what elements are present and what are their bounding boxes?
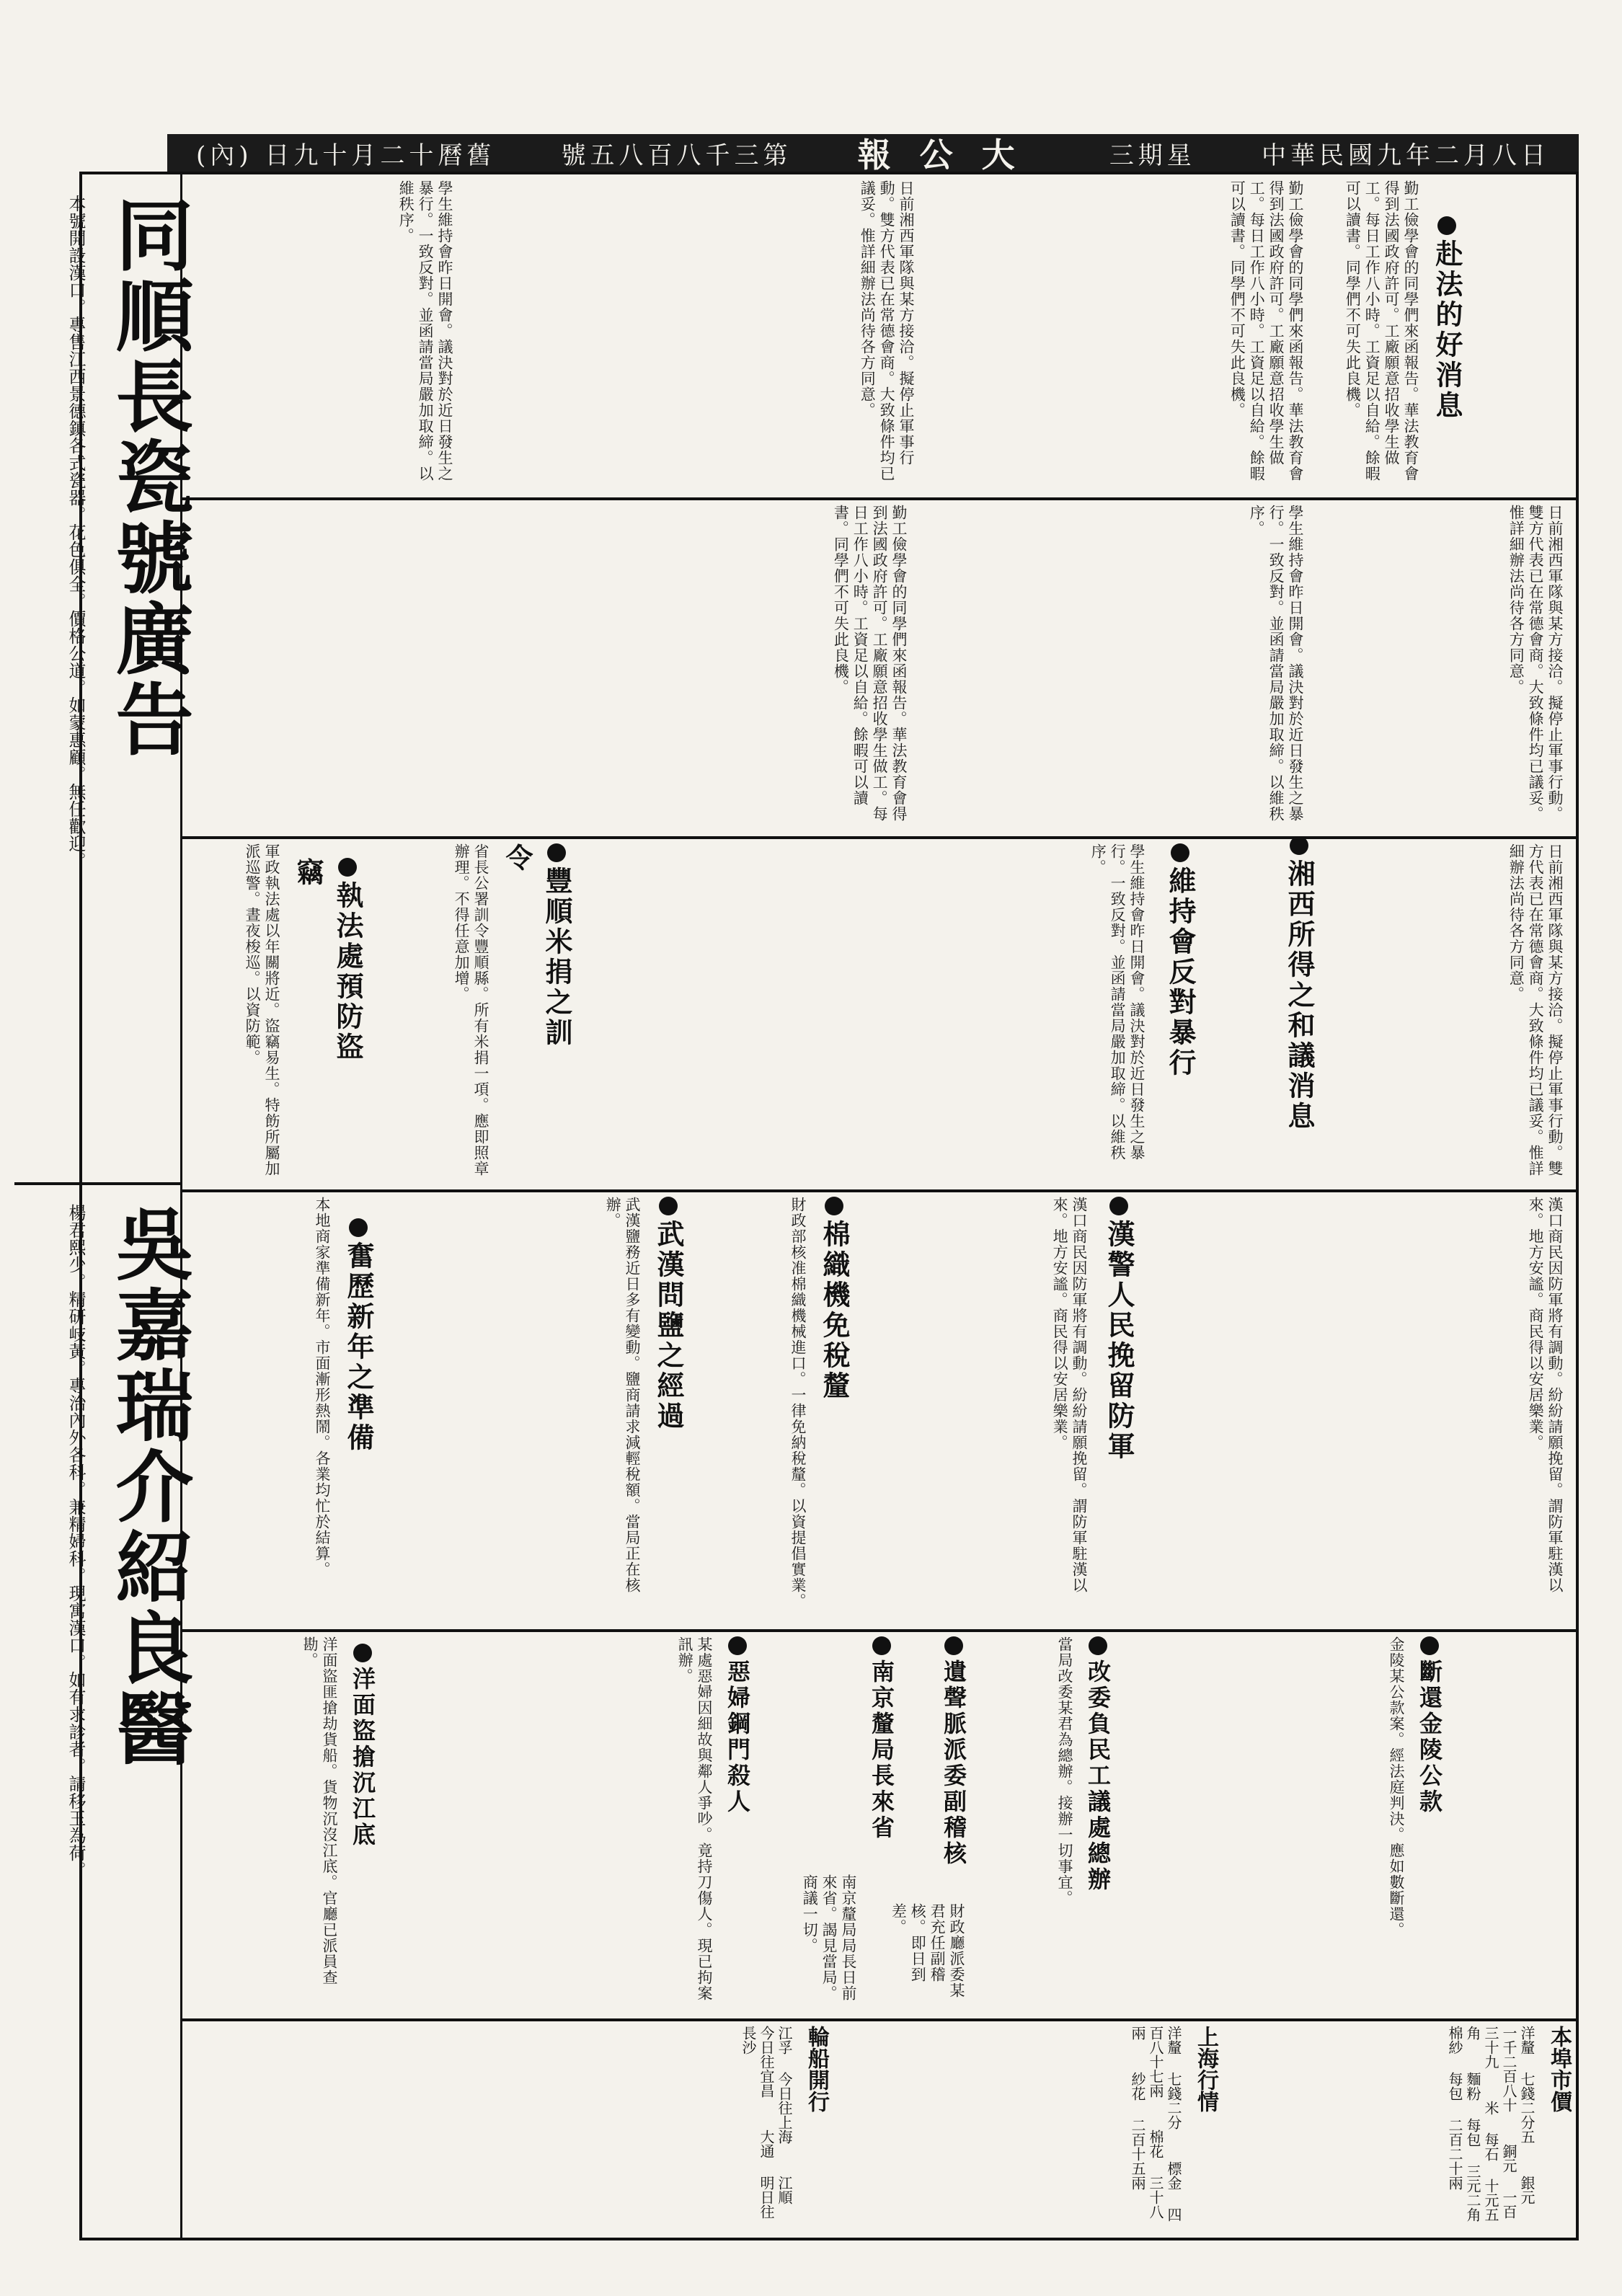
market-title-shipping: 輪船開行 xyxy=(804,2026,829,2112)
headline-a3: 維持會反對暴行 xyxy=(1161,843,1200,1146)
newspaper-header-band xyxy=(167,134,1579,172)
tier-divider xyxy=(180,1189,1579,1192)
bullet-icon xyxy=(1089,1636,1107,1655)
article-a8-body: 省長公署訓令豐順縣。所有米捐一項。應即照章辦理。不得任意加增。 xyxy=(453,843,489,1176)
headline-a10: 斷還金陵公款 xyxy=(1413,1636,1446,1853)
headline-a13: 南京釐局長來省 xyxy=(865,1636,898,1867)
article-a15-body: 洋面盜匪搶劫貨船。貨物沉沒江底。官廳已派員查勘。 xyxy=(301,1636,338,1985)
article-a4-body-cont: 漢口商民因防軍將有調動。紛紛請願挽留。謂防軍駐漢以來。地方安謐。商民得以安居樂業。 xyxy=(1051,1197,1088,1593)
market-title-shanghai: 上海行情 xyxy=(1193,2026,1218,2112)
article-a1-body-cont: 勤工儉學會的同學們來函報告。華法教育會得到法國政府許可。工廠願意招收學生做工。每日工作八小時。工資足以自給。餘暇可以讀書。同學們不可失此良機。 xyxy=(1228,180,1304,482)
headline-a12: 遺聲脈派委副稽核 xyxy=(937,1636,970,1896)
market-row: 米 每石 十元五角 xyxy=(1464,2026,1499,2222)
article-a10-body: 金陵某公款案。經法庭判決。應如數斷還。 xyxy=(1388,1636,1405,1938)
bullet-icon xyxy=(353,1644,372,1662)
article-tier2-body: 勤工儉學會的同學們來函報告。華法教育會得到法國政府許可。工廠願意招收學生做工。每日工作八小時。工資足以自給。餘暇可以讀書。同學們不可失此良機。 xyxy=(832,505,908,822)
headline-a4: 漢警人民挽留防軍 xyxy=(1099,1197,1139,1471)
market-title-local: 本埠市價 xyxy=(1546,2026,1572,2112)
market-row: 洋釐 七錢二分五 xyxy=(1518,2026,1535,2144)
market-row: 銀元 一千二百八十 xyxy=(1500,2026,1535,2204)
market-row: 大通 明日往長沙 xyxy=(740,2026,775,2219)
headline-a1: 赴法的好消息 xyxy=(1427,216,1467,490)
tier-divider xyxy=(180,2018,1579,2021)
header-date-left: (內) 日九十月二十曆舊 xyxy=(196,141,496,170)
ad-text-doctor: 楊君熙少。精研岐黃。專治內外各科。兼精婦科。現寓漢口。如有求診者。請移玉為荷。 xyxy=(66,1204,86,1879)
article-a9-body: 軍政執法處以年關將近。盜竊易生。特飭所屬加派巡警。晝夜梭巡。以資防範。 xyxy=(244,843,280,1176)
header-date-right: 中華民國九年二月八日 xyxy=(1261,141,1550,170)
article-a1-body-cont: 日前湘西軍隊與某方接洽。擬停止軍事行動。雙方代表已在常德會商。大致條件均已議妥。惟詳細辦法尚待各方同意。 xyxy=(859,180,915,482)
article-a6-body: 武漢鹽務近日多有變動。鹽商請求減輕稅額。當局正在核辦。 xyxy=(604,1197,641,1593)
market-row: 江孚 今日往上海 xyxy=(776,2026,793,2144)
bullet-icon xyxy=(825,1197,843,1215)
bullet-icon xyxy=(944,1636,963,1655)
header-weekday: 三期星 xyxy=(1109,141,1196,170)
market-table-shipping xyxy=(195,2026,793,2228)
article-a2-body-cont: 日前湘西軍隊與某方接洽。擬停止軍事行動。雙方代表已在常德會商。大致條件均已議妥。惟詳細辦法尚待各方同意。 xyxy=(1507,843,1564,1176)
market-row: 麵粉 每包 三元二角 xyxy=(1464,2072,1481,2222)
market-row: 江順 今日往宜昌 xyxy=(758,2026,793,2204)
article-a12-body: 財政廳派委某君充任副稽核。即日到差。 xyxy=(890,1903,965,1998)
bullet-icon xyxy=(1109,1197,1128,1215)
article-a14-body: 某處惡婦因細故與鄰人爭吵。竟持刀傷人。現已拘案訊辦。 xyxy=(676,1636,713,2001)
bullet-icon xyxy=(872,1636,891,1655)
market-row: 標金 四百八十七兩 xyxy=(1147,2026,1182,2222)
tier-divider xyxy=(180,497,1579,500)
article-a1-body: 勤工儉學會的同學們來函報告。華法教育會得到法國政府許可。工廠願意招收學生做工。每日工作八小時。工資足以自給。餘暇可以讀書。同學們不可失此良機。 xyxy=(1344,180,1419,482)
ad-text-tongshunchang: 本號開設漢口。專售江西景德鎮各式瓷器。花色俱全。價格公道。如蒙惠顧。無任歡迎。 xyxy=(66,195,86,869)
header-issue-number: 號五八百八千三第 xyxy=(561,141,792,170)
article-a13-body: 南京釐局局長日前來省。謁見當局。商議一切。 xyxy=(801,1874,857,2001)
bullet-icon xyxy=(1171,843,1189,862)
headline-a15: 洋面盜搶沉江底 xyxy=(346,1644,379,1889)
ad-divider xyxy=(14,1182,180,1185)
market-row: 洋釐 七錢二分 xyxy=(1165,2026,1182,2129)
article-a4-body: 漢口商民因防軍將有調動。紛紛請願挽留。謂防軍駐漢以來。地方安謐。商民得以安居樂業。 xyxy=(1527,1197,1564,1593)
market-table-local xyxy=(1226,2026,1535,2228)
article-a7-body: 本地商家準備新年。市面漸形熱鬧。各業均忙於結算。 xyxy=(314,1197,331,1577)
ad-title-tongshunchang: 同順長瓷號廣告 xyxy=(102,195,193,760)
tier-divider xyxy=(180,836,1579,839)
tier-divider xyxy=(180,1629,1579,1632)
headline-a2: 湘西所得之和議消息 xyxy=(1280,836,1319,1139)
market-row: 銅元 一百三十九 xyxy=(1482,2026,1517,2219)
headline-a5: 棉織機免稅釐 xyxy=(815,1197,854,1442)
bullet-icon xyxy=(659,1197,678,1215)
article-a3-body: 學生維持會昨日開會。議決對於近日發生之暴行。一致反對。並函請當局嚴加取締。以維秩序。 xyxy=(1089,843,1145,1161)
ad-title-doctor: 吳嘉瑞介紹良醫 xyxy=(102,1204,193,1769)
headline-a8: 豐順米捐之訓令 xyxy=(501,843,573,1048)
article-a11-body: 當局改委某君為總辦。接辦一切事宜。 xyxy=(1056,1636,1073,1906)
headline-a11: 改委負民工議處總辦 xyxy=(1081,1636,1114,1896)
article-tier2-body: 學生維持會昨日開會。議決對於近日發生之暴行。一致反對。並函請當局嚴加取締。以維秩序。 xyxy=(1248,505,1304,822)
market-row: 紗花 二百十五兩 xyxy=(1129,2072,1146,2190)
article-a5-body: 財政部核准棉織機械進口。一律免納稅釐。以資提倡實業。 xyxy=(789,1197,807,1609)
market-table-shanghai xyxy=(836,2026,1182,2228)
bullet-icon xyxy=(1437,216,1456,235)
headline-a9: 執法處預防盜竊 xyxy=(292,858,364,1063)
market-row: 棉紗 每包 二百二十兩 xyxy=(1446,2026,1463,2190)
article-a1-body-cont: 學生維持會昨日開會。議決對於近日發生之暴行。一致反對。並函請當局嚴加取締。以維秩序。 xyxy=(397,180,453,482)
bullet-icon xyxy=(349,1218,368,1237)
newspaper-masthead: 報公大 xyxy=(857,136,1044,174)
headline-a14: 惡婦鋼門殺人 xyxy=(721,1636,754,1867)
bullet-icon xyxy=(728,1636,747,1655)
headline-a7: 奮歷新年之準備 xyxy=(339,1218,378,1463)
article-a2-body: 日前湘西軍隊與某方接洽。擬停止軍事行動。雙方代表已在常德會商。大致條件均已議妥。惟詳細辦法尚待各方同意。 xyxy=(1507,505,1564,822)
headline-a6: 武漢問鹽之經過 xyxy=(649,1197,688,1442)
bullet-icon xyxy=(1420,1636,1439,1655)
market-row: 棉花 三十八兩 xyxy=(1129,2026,1164,2219)
